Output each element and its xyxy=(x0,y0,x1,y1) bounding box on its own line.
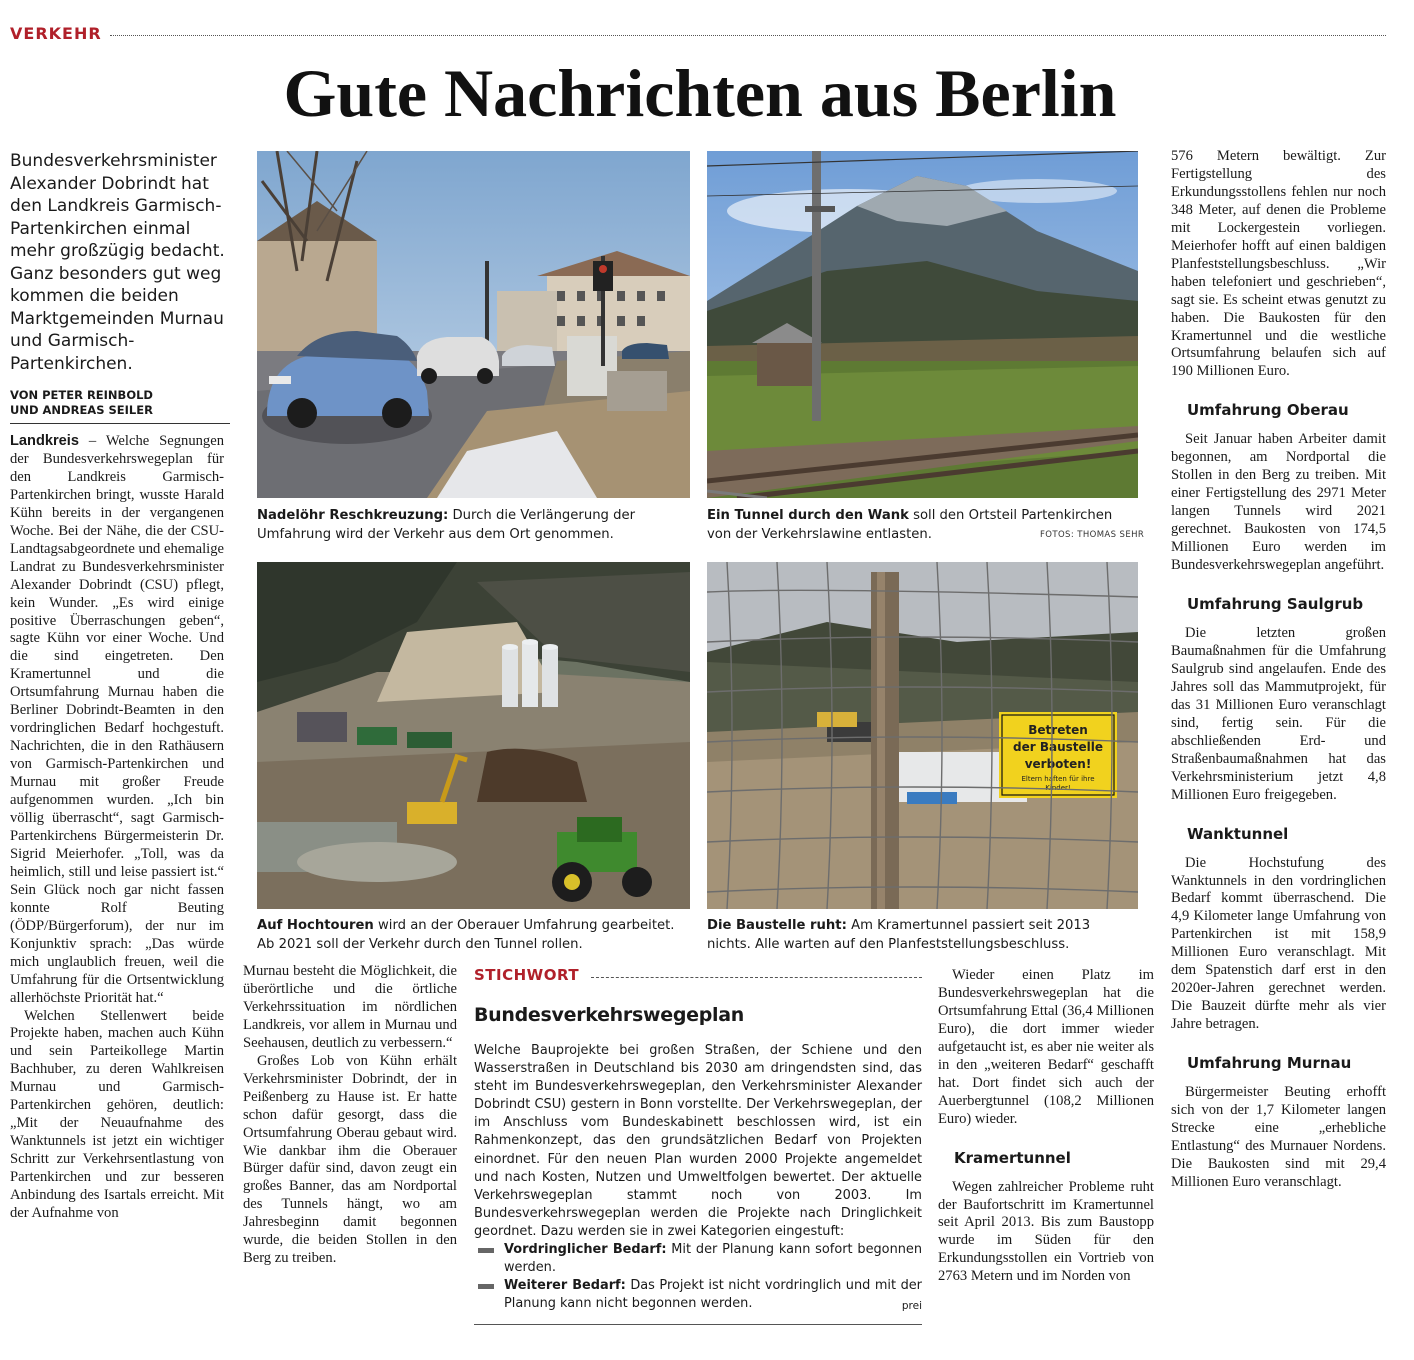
bullet-2-text: Das Projekt ist nicht vordringlich und mit der Planung kann nicht begonnen werden. xyxy=(504,1278,922,1312)
caption-1-lead: Nadelöhr Reschkreuzung: xyxy=(257,508,449,523)
col5-paragraph-4: Die Hochstufung des Wanktunnels in den vordringlichen Bedarf kommt überraschend. Die 4,9 Kilometer lange Umfahrung von Partenkirchen ist mit 158,9 Millionen Euro veranschlagt. Mit dem Spatenstich darf erst in den 2020er-Jahren gerechnet werden. Die Bauzeit dürfte mehr als vier Jahre betragen. xyxy=(1171,854,1386,1033)
photo-kramertunnel xyxy=(707,562,1138,909)
col5-paragraph-2: Seit Januar haben Arbeiter damit begonnen, am Nordportal die Stollen in den Berg zu treiben. Mit einer Fertigstellung des 2971 Meter langen Tunnels wird 2021 gerechnet. Baukosten von 174,5 Millionen Euro werden im Bundesverkehrswegeplan angeführt. xyxy=(1171,431,1386,574)
stichwort-bullet-1 xyxy=(474,1241,922,1277)
subhead-kramertunnel: Kramertunnel xyxy=(954,1148,1071,1167)
stichwort-bottom-rule xyxy=(474,1324,922,1325)
lead-paragraph: Bundesverkehrsminister Alexander Dobrindt hat den Landkreis Garmisch-Partenkirchen einmal mehr großzügig bedacht. Ganz besonders gut weg kommen die beiden Marktgemeinden Murnau und Garmisch-Partenkirchen. xyxy=(10,151,225,374)
bullet-2-lead: Weiterer Bedarf: xyxy=(504,1278,626,1294)
bullet-dash-icon xyxy=(478,1284,494,1289)
stichwort-body xyxy=(474,1042,922,1316)
col5-paragraph-3: Die letzten großen Baumaßnahmen für die Umfahrung Saulgrub sind angelaufen. Ende des Jahres soll das Mammutprojekt, für das 31 Millionen Euro veranschlagt sind, fertig sein. Für die abschließenden Erd- und Straßenbaumaßnahmen hat das Verkehrsministerium jetzt 4,8 Millionen Euro freigegeben. xyxy=(1171,625,1386,803)
stichwort-signature: prei xyxy=(901,1300,922,1313)
sign-line-3: verboten! xyxy=(1024,757,1092,771)
col5-paragraph-5: Bürgermeister Beuting erhofft sich von der 1,7 Kilometer langen Strecke eine „erhebliche Entlastung“ des Murnauer Nordens. Die Baukosten sind mit 29,4 Millionen Euro veranschlagt. xyxy=(1171,1084,1386,1190)
article-column-1 xyxy=(10,433,224,1223)
col4-paragraph-1: Wieder einen Platz im Bundesverkehrswegeplan hat die Ortsumfahrung Ettal (36,4 Millionen Euro), die dort immer wieder aufgetaucht ist, es aber nie weiter als in den „weiteren Bedarf“ geschafft hat. Dort findet sich auch der Auerbergtunnel (108,2 Millionen Euro) wieder. xyxy=(938,967,1154,1127)
caption-3-lead: Auf Hochtouren xyxy=(257,918,374,933)
sign-line-1: Betreten xyxy=(1028,723,1088,737)
stichwort-title: Bundesverkehrswegeplan xyxy=(474,1004,744,1026)
photo-fence-image xyxy=(707,562,1138,909)
photo-mountain-image xyxy=(707,151,1138,498)
photo-construction-image xyxy=(257,562,690,909)
sign-line-4: Eltern haften für ihre xyxy=(1021,775,1095,783)
rubric-divider xyxy=(110,35,1386,36)
byline-line-1: VON PETER REINBOLD xyxy=(10,388,153,402)
bullet-1-lead: Vordringlicher Bedarf: xyxy=(504,1242,667,1258)
caption-1-text: Durch die Verlängerung der Umfahrung wird der Verkehr aus dem Ort genommen. xyxy=(257,508,636,542)
col2-paragraph-1: Murnau besteht die Möglichkeit, die überörtliche und die örtliche Verkehrssituation im nördlichen Landkreis, vor allem in Murnau und Seehausen, deutlich zu verbessern.“ xyxy=(243,963,457,1051)
col1-paragraph-2: Welchen Stellenwert beide Projekte haben, machen auch Kühn und sein Parteikollege Martin Bachhuber, zu deren Wahlkreisen Murnau und Garmisch-Partenkirchen gehören, deutlich: „Mit der Neuaufnahme des Wanktunnels ist jetzt ein wichtiger Schritt zur Verkehrsentlastung von Partenkirchen und zur besseren Anbindung des Isartals erreicht. Mit der Aufnahme von xyxy=(10,1007,224,1221)
subhead-wanktunnel: Wanktunnel xyxy=(1187,824,1289,843)
subhead-umfahrung-oberau: Umfahrung Oberau xyxy=(1187,401,1349,420)
stichwort-box xyxy=(474,966,922,1330)
sign-line-5: Kinder! xyxy=(1045,784,1071,792)
caption-2-lead: Ein Tunnel durch den Wank xyxy=(707,508,909,523)
caption-4-text: Am Kramertunnel passiert seit 2013 nichts. Alle warten auf den Planfeststellungsbeschluss. xyxy=(707,918,1091,952)
dateline: Landkreis xyxy=(10,433,79,449)
caption-photo-1 xyxy=(257,506,690,544)
stichwort-bullet-2 xyxy=(474,1277,922,1313)
article-column-5 xyxy=(1171,148,1386,1192)
caption-photo-4 xyxy=(707,916,1138,954)
sign-line-2: der Baustelle xyxy=(1013,740,1103,754)
photo-wank xyxy=(707,151,1138,498)
article-column-4 xyxy=(938,967,1154,1286)
caption-2-text: soll den Ortsteil Partenkirchen von der Verkehrslawine entlasten. xyxy=(707,508,1113,542)
subhead-umfahrung-saulgrub: Umfahrung Saulgrub xyxy=(1187,595,1364,614)
col1-paragraph-1-text: – Welche Segnungen der Bundesverkehrswegeplan für den Landkreis Garmisch-Partenkirchen bringt, wusste Harald Kühn bereits in der vergangenen Woche. Bei der Nähe, die der CSU-Landtagsabgeordnete und ehemalige Landrat zu Bundesverkehrsminister Alexander Dobrindt (CSU) pflegt, kein Wunder. „Es wird einige positive Überraschungen geben“, sagte Kühn vor einer Woche. Und die sind eingetreten. Den Kramertunnel und die Ortsumfahrung Murnau haben die Berliner Dobrindt-Beamten in den vordringlichen Bedarf hochgestuft. Nachrichten, die in den Rathäusern von Garmisch-Partenkirchen und Murnau mit großer Freude aufgenommen wurden. „Ich bin völlig überrascht“, sagt Garmisch-Partenkirchens Bürgermeisterin Dr. Sigrid Meierhofer. „Toll, was da heimlich, still und leise passiert ist.“ Sein Glück noch gar nicht fassen konnte Rolf Beuting (ÖDP/Bürgerforum), der nur im Konjunktiv sprach: „Das würde mich unglaublich freuen, weil die Umfahrung für die Ortsentwicklung allerhöchste Priorität hat.“ xyxy=(10,433,224,1006)
photo-credit: FOTOS: THOMAS SEHR xyxy=(1040,530,1145,540)
col2-paragraph-2: Großes Lob von Kühn erhält Verkehrsminister Dobrindt, der in Peißenberg zu Hause ist. Er hatte schon dafür gesorgt, dass die Ortsumfahrung Oberau gebaut wird. Wie dankbar ihm die Oberauer Bürger dafür sind, davon zeugt ein großes Banner, das am Nordportal des Tunnels hängt, wo am Jahresbeginn damit begonnen wurde, die beiden Stollen in den Berg zu treiben. xyxy=(243,1052,457,1267)
byline xyxy=(10,388,230,418)
bullet-1-text: Mit der Planung kann sofort begonnen werden. xyxy=(504,1242,923,1276)
col1-paragraph-1 xyxy=(10,433,224,1008)
rubric-label: VERKEHR xyxy=(10,24,102,43)
byline-line-2: UND ANDREAS SEILER xyxy=(10,403,153,417)
article-column-2 xyxy=(243,963,457,1268)
caption-4-lead: Die Baustelle ruht: xyxy=(707,918,847,933)
caption-photo-3 xyxy=(257,916,690,954)
section-rubric xyxy=(10,24,1386,46)
bullet-dash-icon xyxy=(478,1248,494,1253)
col4-paragraph-2: Wegen zahlreicher Probleme ruht der Baufortschritt im Kramertunnel seit April 2013. Bis zum Baustopp wurde im Süden für den Erkundungsstollen ein Vortrieb von 2763 Metern und im Norden von xyxy=(938,1178,1154,1285)
photo-street-image xyxy=(257,151,690,498)
caption-3-text: wird an der Oberauer Umfahrung gearbeitet. Ab 2021 soll der Verkehr durch den Tunnel rollen. xyxy=(257,918,675,952)
stichwort-divider xyxy=(591,977,922,978)
headline: Gute Nachrichten aus Berlin xyxy=(283,55,1117,131)
photo-reschkreuzung xyxy=(257,151,690,498)
photo-oberau-baustelle xyxy=(257,562,690,909)
byline-divider xyxy=(10,423,230,424)
col5-paragraph-1: 576 Metern bewältigt. Zur Fertigstellung des Erkundungsstollens fehlen nur noch 348 Meter, auf denen die Probleme mit Lockergestein vorliegen. Meierhofer hofft auf einen baldigen Planfeststellungsbeschluss. „Wir haben telefoniert und geschrieben“, sagt sie. Es scheint etwas genutzt zu haben. Die Baukosten für den Kramertunnel und die westliche Ortsumfahrung belaufen sich auf 190 Millionen Euro. xyxy=(1171,148,1386,380)
stichwort-text: Welche Bauprojekte bei großen Straßen, der Schiene und den Wasserstraßen in Deutschland bis 2030 am dringendsten sind, das steht im Bundesverkehrswegeplan, den Verkehrsminister Alexander Dobrindt CSU) gestern in Bonn vorstellte. Der Verkehrswegeplan, der im Anschluss vom Bundeskabinett beschlossen wird, ist ein Rahmenkonzept, das den grundsätzlichen Bedarf von Projekten einordnet. Für den neuen Plan wurden 2000 Projekte angemeldet und nach Kosten, Nutzen und Umweltfolgen bewertet. Der aktuelle Verkehrswegeplan stammt noch von 2003. Im Bundesverkehrswegeplan werden die Projekte nach Dringlichkeit geordnet. Dazu werden sie in zwei Kategorien eingestuft: xyxy=(474,1043,922,1239)
stichwort-label: STICHWORT xyxy=(474,966,580,984)
subhead-umfahrung-murnau: Umfahrung Murnau xyxy=(1187,1054,1352,1073)
